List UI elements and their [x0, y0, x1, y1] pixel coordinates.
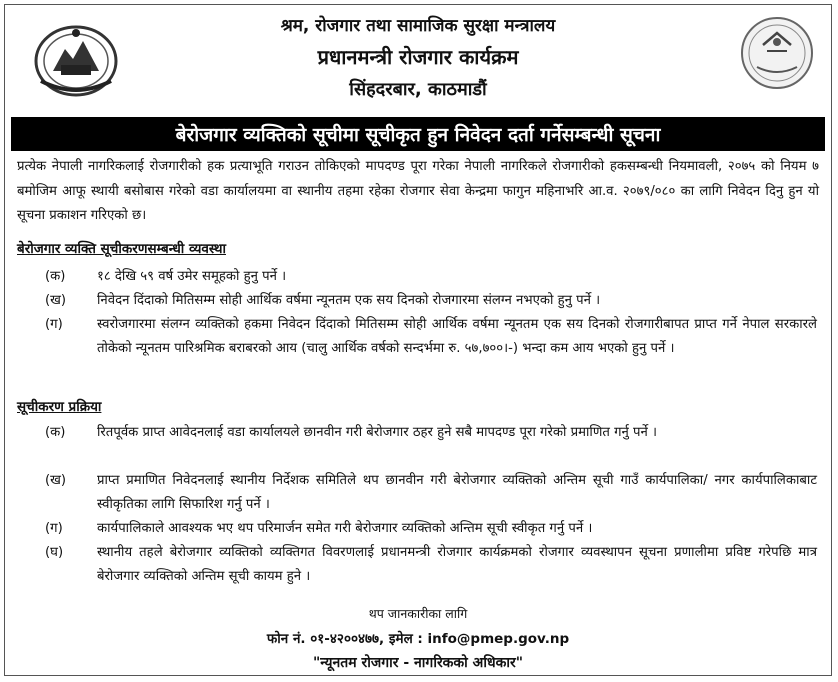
list-item	[45, 469, 817, 517]
list-marker: (ग)	[45, 521, 63, 536]
list-marker: (क)	[45, 269, 66, 284]
intro-paragraph: प्रत्येक नेपाली नागरिकलाई रोजगारीको हक प्रत्याभूति गराउन तोकिएको मापदण्ड पूरा गरेका नेपाली नागरिकले रोजगारीको हकसम्बन्धी नियमावली, २०७५ को नियम ७ बमोजिम आफू स्थायी बसोबास गरेको वडा कार्यालयमा वा स्थानीय तहमा रहेका रोजगार सेवा केन्द्रमा फागुन महिनाभरि आ.व. २०७९/०८० का लागि निवेदन दिनु हुन यो सूचना प्रकाशन गरिएको छ।	[17, 159, 819, 223]
pmep-logo-icon	[739, 15, 815, 91]
list-item-text: निवेदन दिंदाको मितिसम्म सोही आर्थिक वर्षमा न्यूनतम एक सय दिनको रोजगारमा संलग्न नभएको हुनु पर्ने ।	[97, 293, 601, 308]
contact-info: फोन नं. ०१-४२००४७७, इमेल : info@pmep.gov.np	[266, 631, 570, 647]
notice-title-banner: बेरोजगार व्यक्तिको सूचीमा सूचीकृत हुन निवेदन दर्ता गर्नेसम्बन्धी सूचना	[11, 117, 825, 151]
office-location: सिंहदरबार, काठमाडौं	[349, 79, 487, 100]
list-item-text: स्वरोजगारमा संलग्न व्यक्तिको हकमा निवेदन दिंदाको मितिसम्म सोही आर्थिक वर्षमा न्यूनतम एक सय दिनको रोजगारीबापत प्राप्त गर्ने नेपाल सरकारले तोकेको न्यूनतम पारिश्रमिक बराबरको आय (चालु आर्थिक वर्षको सन्दर्भमा रु. ५७,७००।-) भन्दा कम आय भएको हुनु पर्ने ।	[97, 317, 817, 356]
section-title-registration-process: सूचीकरण प्रक्रिया	[17, 399, 102, 415]
more-info-label: थप जानकारीका लागि	[368, 606, 468, 621]
list-item-text: रितपूर्वक प्राप्त आवेदनलाई वडा कार्यालयले छानवीन गरी बेरोजगार ठहर हुने सबै मापदण्ड पूरा गरेको प्रमाणित गर्नु पर्ने ।	[97, 425, 658, 440]
list-item	[45, 289, 817, 313]
program-name: प्रधानमन्त्री रोजगार कार्यक्रम	[317, 45, 519, 69]
notice-header	[5, 5, 831, 115]
list-item	[45, 541, 817, 589]
list-item	[45, 265, 817, 289]
slogan: "न्यूनतम रोजगार - नागरिकको अधिकार"	[312, 655, 524, 671]
list-item	[45, 421, 817, 445]
list-item-text: १८ देखि ५९ वर्ष उमेर समूहको हुनु पर्ने ।	[97, 269, 287, 284]
list-item-text: कार्यपालिकाले आवश्यक भए थप परिमार्जन समेत गरी बेरोजगार व्यक्तिको अन्तिम सूची स्वीकृत गर्नु पर्ने ।	[97, 521, 593, 536]
list-item	[45, 313, 817, 361]
list-marker: (ग)	[45, 317, 63, 332]
list-item	[45, 517, 817, 541]
list-marker: (क)	[45, 425, 66, 440]
list-marker: (ख)	[45, 473, 67, 488]
ministry-name: श्रम, रोजगार तथा सामाजिक सुरक्षा मन्त्रालय	[280, 16, 556, 36]
notice-document	[4, 4, 832, 676]
list-item-text: प्राप्त प्रमाणित निवेदनलाई स्थानीय निर्देशक समितिले थप छानवीन गरी बेरोजगार व्यक्तिको अन्तिम सूची गाउँ कार्यपालिका/ नगर कार्यपालिकाबाट स्वीकृतिका लागि सिफारिश गर्नु पर्ने ।	[97, 473, 817, 512]
list-item-text: स्थानीय तहले बेरोजगार व्यक्तिको व्यक्तिगत विवरणलाई प्रधानमन्त्री रोजगार कार्यक्रमको रोजगार व्यवस्थापन सूचना प्रणालीमा प्रविष्ट गरेपछि मात्र बेरोजगार व्यक्तिको अन्तिम सूची कायम हुने ।	[97, 545, 817, 584]
section-title-registration-arrangement: बेरोजगार व्यक्ति सूचीकरणसम्बन्धी व्यवस्था	[17, 241, 226, 257]
list-marker: (घ)	[45, 545, 64, 560]
list-marker: (ख)	[45, 293, 67, 308]
